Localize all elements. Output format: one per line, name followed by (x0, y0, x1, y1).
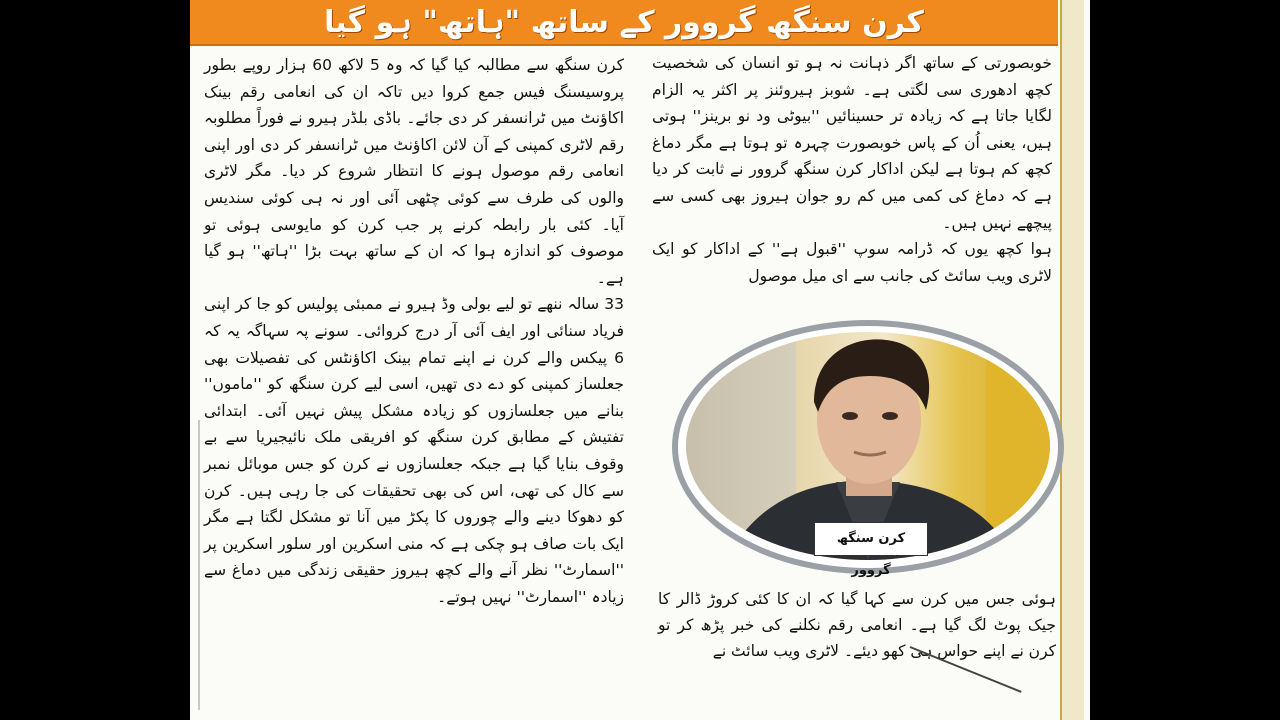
article-left-column (204, 52, 624, 610)
column-rule (198, 420, 200, 710)
paragraph: 33 سالہ ننھے تو لیے بولی وڈ ہیرو نے ممبئی پولیس کو جا کر اپنی فریاد سنائی اور ایف آئی آر درج کروائی۔ سونے پہ سہاگہ یہ کہ 6 پیکس والے کرن نے اپنے تمام بینک اکاؤنٹس کی تفصیلات بھی جعلساز کمپنی کو دے دی تھیں، اسی لیے کرن سنگھ کو ''ماموں'' بنانے میں جعلسازوں کو زیادہ مشکل پیش نہیں آئی۔ ابتدائی تفتیش کے مطابق کرن سنگھ کو افریقی ملک نائیجیریا سے بے وقوف بنایا گیا ہے جبکہ جعلسازوں نے کرن کو جس موبائل نمبر سے کال کی تھی، اس کی بھی تحقیقات کی جا رہی ہیں۔ کرن کو دھوکا دینے والے چوروں کا پکڑ میں آنا تو مشکل لگتا ہے مگر ایک بات صاف ہو چکی ہے کہ منی اسکرین اور سلور اسکرین پر ''اسمارٹ'' نظر آنے والے کچھ ہیروز حقیقی زندگی میں دماغ سے زیادہ ''اسمارٹ'' نہیں ہوتے۔ (204, 295, 624, 606)
article-right-column (652, 50, 1052, 289)
paragraph: ہوا کچھ یوں کہ ڈرامہ سوپ ''قبول ہے'' کے اداکار کو ایک لاٹری ویب سائٹ کی جانب سے ای میل موصول (652, 240, 1052, 285)
paragraph: خوبصورتی کے ساتھ اگر ذہانت نہ ہو تو انسان کی شخصیت کچھ ادھوری سی لگتی ہے۔ شوبز ہیروئنز پر اکثر یہ الزام لگایا جاتا ہے کہ زیادہ تر حسینائیں ''بیوٹی ود نو برینز'' ہوتی ہیں، یعنی اُن کے پاس خوبصورت چہرہ تو ہوتا ہے مگر دماغ کچھ کم ہوتا ہے لیکن اداکار کرن سنگھ گروور نے ثابت کر دیا ہے کہ دماغ کی کمی میں کم رو جوان ہیروز بھی کسی سے پیچھے نہیں ہیں۔ (652, 54, 1052, 232)
article-bottom-column (658, 586, 1056, 664)
headline-banner (190, 0, 1058, 46)
headline: کرن سنگھ گروور کے ساتھ "ہاتھ" ہو گیا (324, 4, 924, 40)
paragraph: ہوئی جس میں کرن سے کہا گیا کہ ان کا کئی کروڑ ڈالر کا جیک پوٹ لگ گیا ہے۔ انعامی رقم نکلنے کی خبر پڑھ کر تو کرن نے اپنے حواس ہی کھو دیئے۔ لاٹری ویب سائٹ نے (658, 590, 1056, 660)
paragraph: کرن سنگھ سے مطالبہ کیا گیا کہ وہ 5 لاکھ 60 ہزار روپے بطور پروسیسنگ فیس جمع کروا دیں تاکہ ان کی انعامی رقم بینک اکاؤنٹ میں ٹرانسفر کر دی جائے۔ باڈی بلڈر ہیرو نے فوراً مطلوبہ رقم لاٹری کمپنی کے آن لائن اکاؤنٹ میں ٹرانسفر کر دی اور اپنی انعامی رقم موصول ہونے کا انتظار شروع کر دیا۔ مگر لاٹری والوں کی طرف سے کوئی چٹھی آئی اور نہ ہی کوئی سندیس آیا۔ کئی بار رابطہ کرنے پر جب کرن کو مایوسی ہوئی تو موصوف کو اندازہ ہوا کہ ان کے ساتھ بہت بڑا ''ہاتھ'' ہو گیا ہے۔ (204, 56, 624, 287)
photo-caption: کرن سنگھ گروور (814, 522, 928, 556)
newspaper-page (190, 0, 1090, 720)
portrait-frame (664, 314, 1078, 580)
